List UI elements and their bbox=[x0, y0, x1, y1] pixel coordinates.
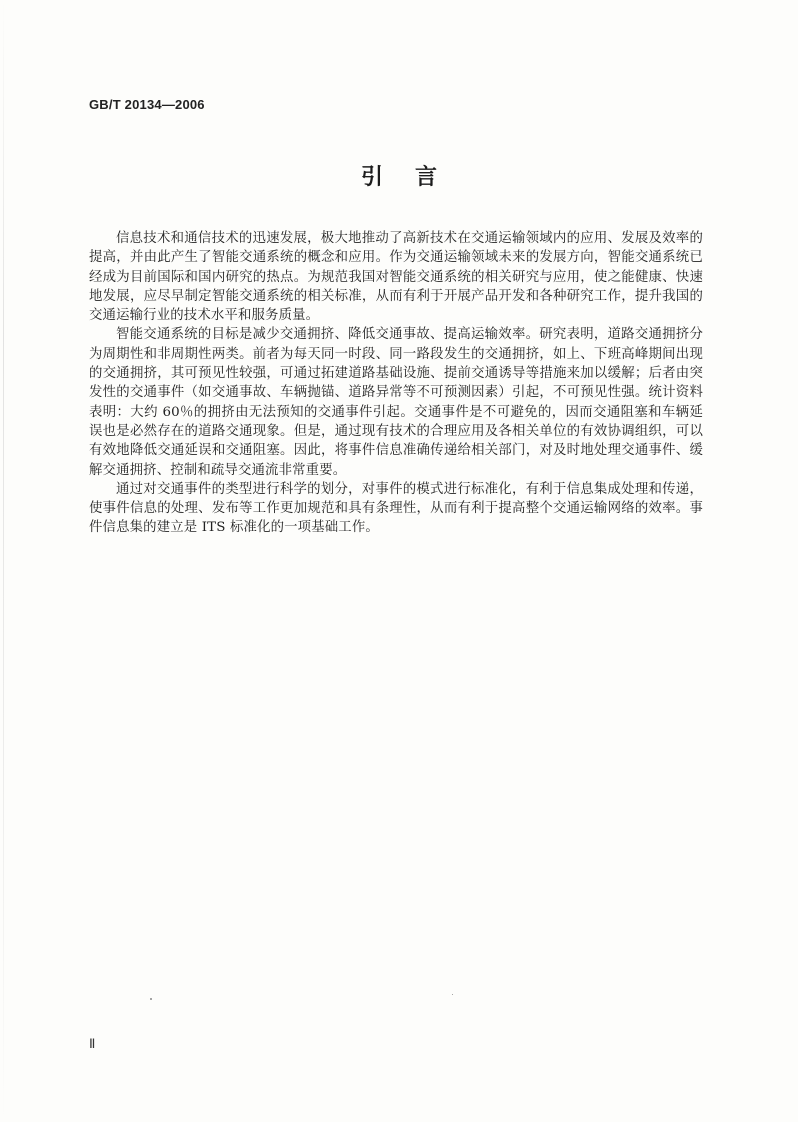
paragraph-1: 信息技术和通信技术的迅速发展，极大地推动了高新技术在交通运输领域内的应用、发展及效率的提高，并由此产生了智能交通系统的概念和应用。作为交通运输领域未来的发展方向，智能交通系统已经成为目前国际和国内研究的热点。为规范我国对智能交通系统的相关研究与应用，使之能健康、快速地发展，应尽早制定智能交通系统的相关标准，从而有利于开展产品开发和各种研究工作，提升我国的交通运输行业的技术水平和服务质量。 bbox=[89, 231, 703, 324]
body-text bbox=[89, 229, 703, 538]
standard-code-header: GB/T 20134—2006 bbox=[89, 97, 205, 112]
paragraph-3: 通过对交通事件的类型进行科学的划分，对事件的模式进行标准化，有利于信息集成处理和传递，使事件信息的处理、发布等工作更加规范和具有条理性，从而有利于提高整个交通运输网络的效率。事件信息集的建立是 ITS 标准化的一项基础工作。 bbox=[89, 481, 703, 536]
paragraph-2: 智能交通系统的目标是减少交通拥挤、降低交通事故、提高运输效率。研究表明，道路交通拥挤分为周期性和非周期性两类。前者为每天同一时段、同一路段发生的交通拥挤，如上、下班高峰期间出现的交通拥挤，其可预见性较强，可通过拓建道路基础设施、提前交通诱导等措施来加以缓解；后者由突发性的交通事件（如交通事故、车辆抛锚、道路异常等不可预测因素）引起，不可预见性强。统计资料表明：大约 60％的拥挤由无法预知的交通事件引起。交通事件是不可避免的，因而交通阻塞和车辆延误也是必然存在的道路交通现象。但是，通过现有技术的合理应用及各相关单位的有效协调组织，可以有效地降低交通延误和交通阻塞。因此，将事件信息准确传递给相关部门，对及时地处理交通事件、缓解交通拥挤、控制和疏导交通流非常重要。 bbox=[89, 327, 703, 478]
scan-speck bbox=[452, 994, 453, 995]
page-number: Ⅱ bbox=[89, 1036, 96, 1051]
title-char-2: 言 bbox=[415, 165, 438, 190]
page-title bbox=[0, 160, 798, 191]
scan-speck bbox=[150, 998, 152, 1000]
title-char-1: 引 bbox=[360, 165, 383, 190]
